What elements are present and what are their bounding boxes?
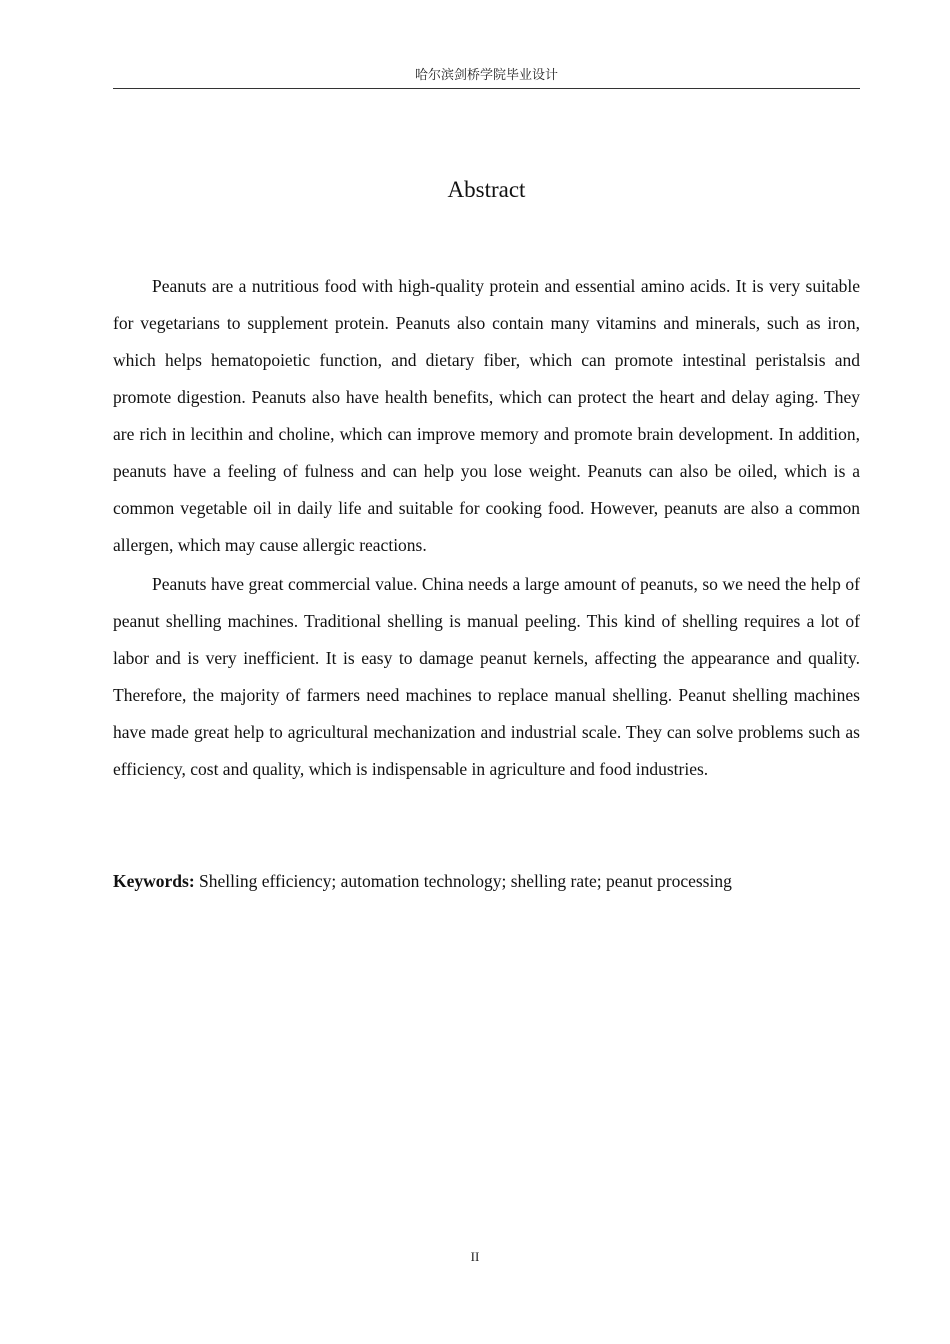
abstract-body [113, 268, 860, 790]
abstract-paragraph-2: Peanuts have great commercial value. China needs a large amount of peanuts, so we need the help of peanut shelling machines. Traditional shelling is manual peeling. This kind of shelling requires a lot of labor and is very inefficient. It is easy to damage peanut kernels, affecting the appearance and quality. Therefore, the majority of farmers need machines to replace manual shelling. Peanut shelling machines have made great help to agricultural mechanization and industrial scale. They can solve problems such as efficiency, cost and quality, which is indispensable in agriculture and food industries. [113, 574, 860, 779]
page-title: Abstract [447, 177, 526, 202]
header-text: 哈尔滨剑桥学院毕业设计 [414, 68, 558, 83]
abstract-paragraph-1: Peanuts are a nutritious food with high-quality protein and essential amino acids. It is very suitable for vegetarians to supplement protein. Peanuts also contain many vitamins and minerals, such as iron, which helps hematopoietic function, and dietary fiber, which can promote intestinal peristalsis and promote digestion. Peanuts also have health benefits, which can protect the heart and delay aging. They are rich in lecithin and choline, which can improve memory and promote brain development. In addition, peanuts have a feeling of fulness and can help you lose weight. Peanuts can also be oiled, which is a common vegetable oil in daily life and suitable for cooking food. However, peanuts are also a common allergen, which may cause allergic reactions. [113, 276, 860, 555]
page-number: II [470, 1249, 480, 1264]
keywords-label: Keywords: [113, 871, 195, 891]
keywords-line [113, 866, 860, 896]
page-header [113, 66, 860, 89]
keywords-text: Shelling efficiency; automation technology; shelling rate; peanut processing [194, 871, 732, 891]
